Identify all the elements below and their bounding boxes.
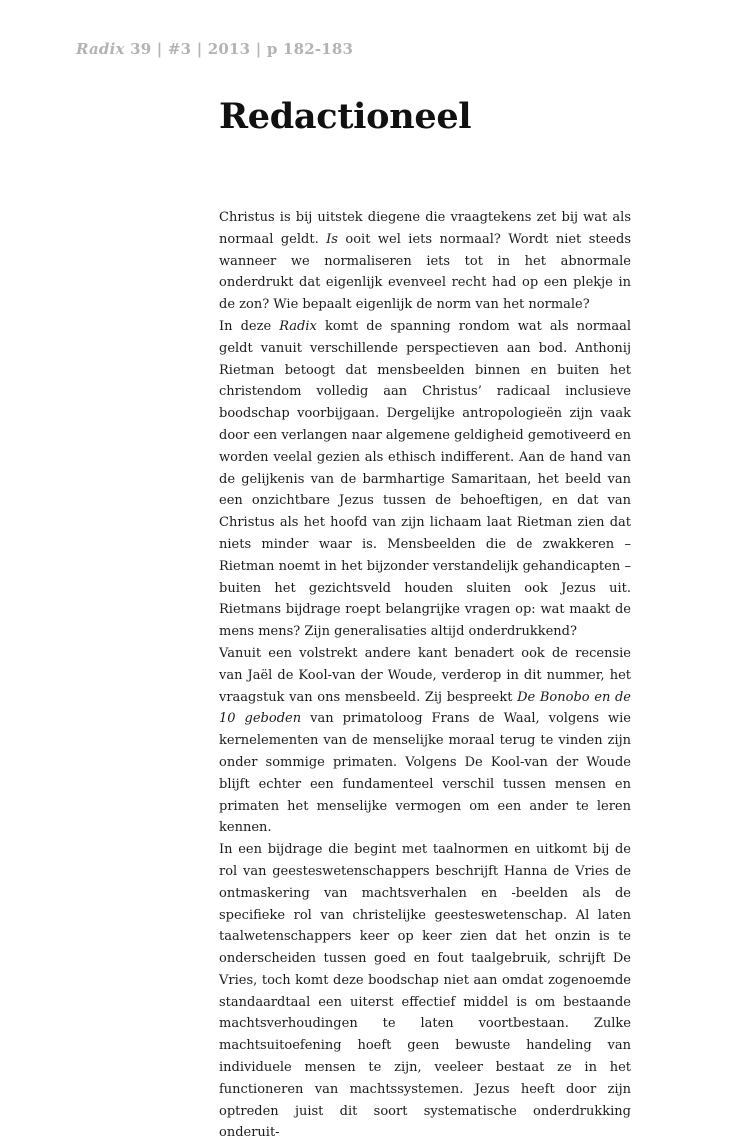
text-run: ooit wel iets normaal? Wordt niet steeds wanneer we normaliseren iets tot in het abnormale onderdrukt dat eigenlijk evenveel recht had op een plekje in de zon? Wie bepaalt eigenlijk de norm van het normale? bbox=[219, 231, 631, 313]
text-run: komt de spanning rondom wat als normaal geldt vanuit verschillende perspectieven aan bod. Anthonij Rietman betoogt dat mensbeelden binnen en buiten het christendom volledig aan Christus’ radicaal inclusieve boodschap voorbijgaan. Dergelijke antropologieën zijn vaak door een verlangen naar algemene geldigheid gemotiveerd en worden veelal gezien als ethisch indifferent. Aan de hand van de gelijkenis van de barmhartige Samaritaan, het beeld van een onzichtbare Jezus tussen de behoeftigen, en dat van Christus als het hoofd van zijn lichaam laat Rietman zien dat niets minder waar is. Mensbeelden die de zwakkeren – Rietman noemt in het bijzonder verstandelijk gehandicapten – buiten het gezichtsveld houden sluiten ook Jezus uit. Rietmans bijdrage roept belangrijke vragen op: wat maakt de mens mens? Zijn generalisaties altijd onderdrukkend? bbox=[219, 318, 631, 640]
page-title: Redactioneel bbox=[219, 96, 472, 137]
text-run: In deze bbox=[219, 318, 280, 334]
paragraph bbox=[219, 316, 631, 643]
text-run: Vanuit een volstrekt andere kant benadert ook de recensie van Jaël de Kool-van der Woude, verderop in dit nummer, het vraagstuk van ons mensbeeld. Zij bespreekt bbox=[219, 645, 631, 705]
text-run: Christus is bij uitstek diegene die vraagtekens zet bij wat als normaal geldt. bbox=[219, 210, 631, 247]
paragraph bbox=[219, 207, 631, 316]
italic-run: Radix bbox=[279, 318, 317, 334]
italic-run: De Bonobo en de 10 geboden bbox=[219, 689, 631, 727]
paragraph bbox=[219, 643, 631, 839]
journal-name: Radix bbox=[76, 40, 125, 58]
running-header bbox=[76, 40, 353, 58]
issue-info: 39 | #3 | 2013 | p 182-183 bbox=[124, 40, 354, 58]
text-run: In een bijdrage die begint met taalnormen en uitkomt bij de rol van geesteswetenschappers beschrijft Hanna de Vries de ontmaskering van machtsverhalen en -beelden als de specifieke rol van christelijke geesteswetenschap. Al laten taalwetenschappers keer op keer zien dat het onzin is te onderscheiden tussen goed en fout taalgebruik, schrijft De Vries, toch komt deze boodschap niet aan omdat zogenoemde standaardtaal een uiterst effectief middel is om bestaande machtsverhoudingen te laten voortbestaan. Zulke machtsuitoefening hoeft geen bewuste handeling van individuele mensen te zijn, veeleer bestaat ze in het functioneren van machtssystemen. Jezus heeft door zijn optreden juist dit soort systematische onderdrukking onderuit- bbox=[219, 842, 631, 1141]
article-body bbox=[219, 207, 631, 1144]
italic-run: Is bbox=[326, 231, 338, 247]
text-run: van primatoloog Frans de Waal, volgens wie kernelementen van de menselijke moraal terug te vinden zijn onder sommige primaten. Volgens De Kool-van der Woude blijft echter een fundamenteel verschil tussen mensen en primaten het menselijke vermogen om een ander te leren kennen. bbox=[219, 711, 631, 836]
paragraph bbox=[219, 839, 631, 1144]
